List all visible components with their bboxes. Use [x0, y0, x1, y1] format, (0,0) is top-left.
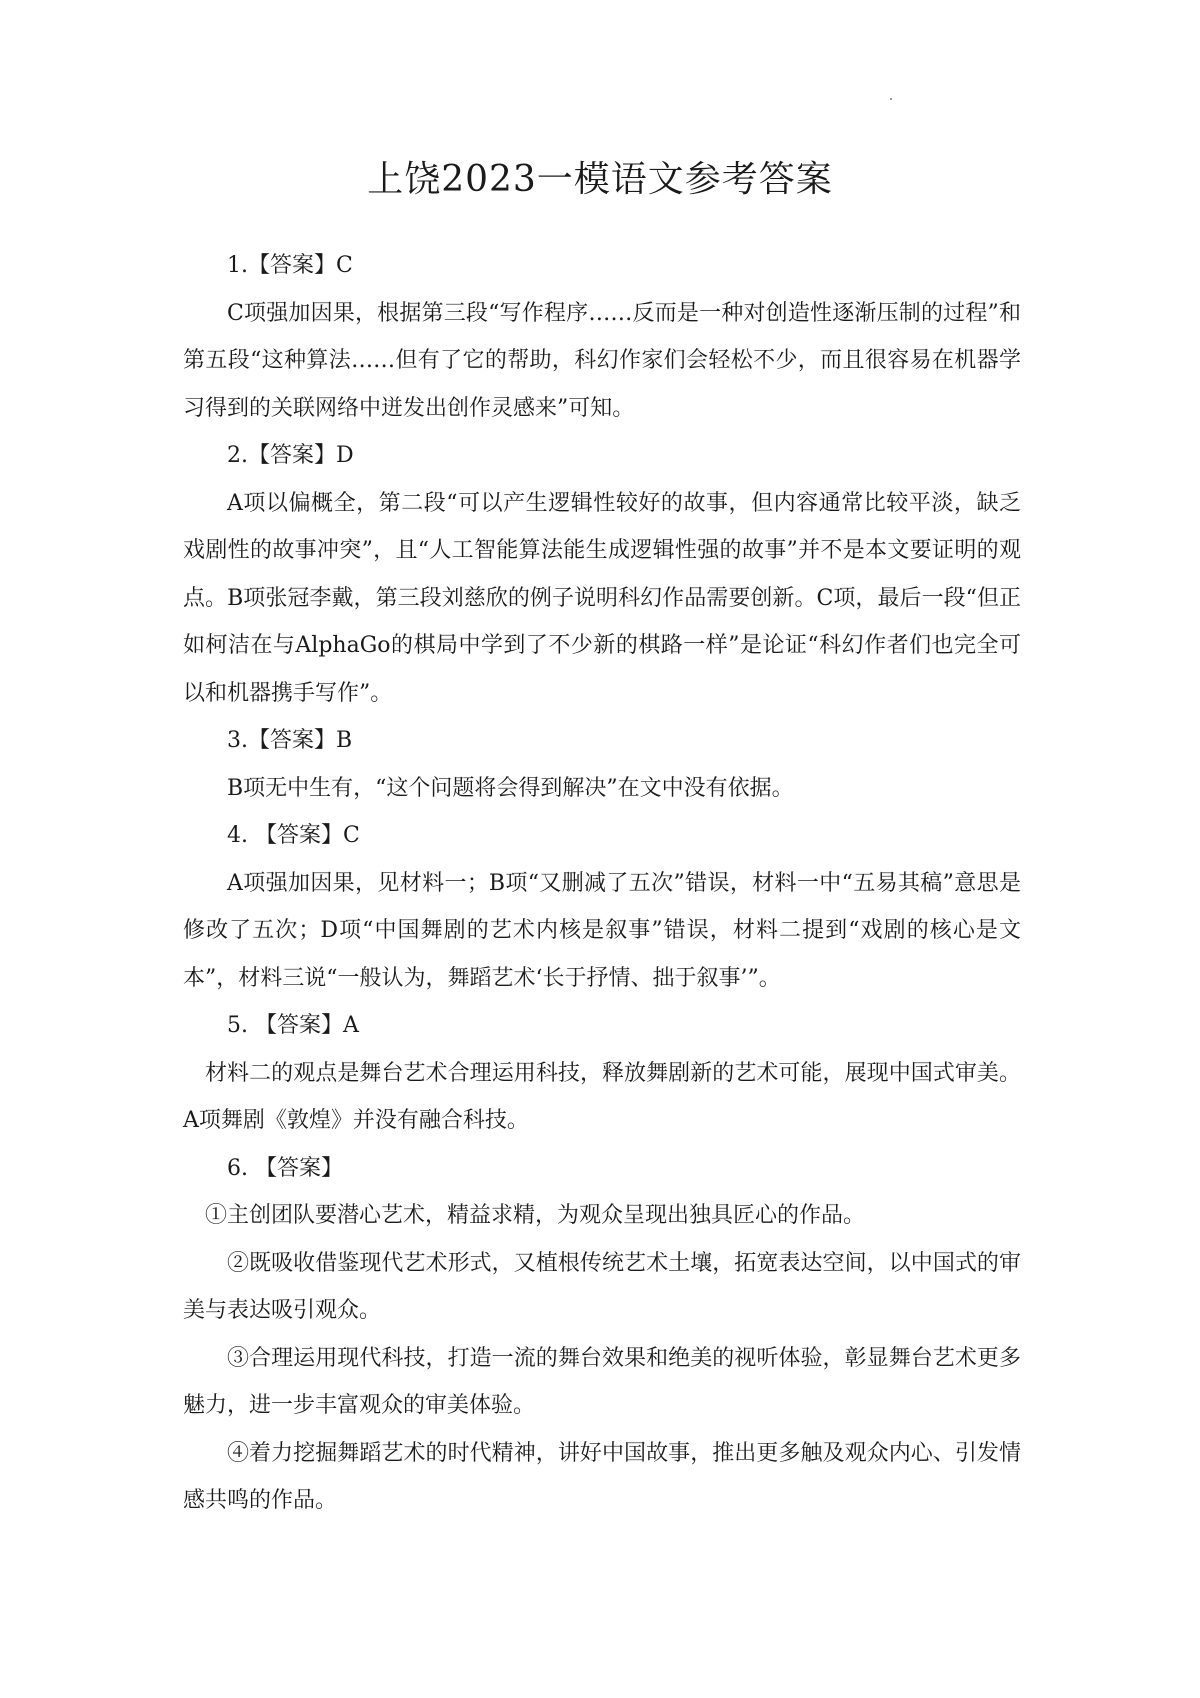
answer-content [183, 242, 1021, 1525]
answer-1-heading: 1.【答案】C [227, 253, 353, 278]
answer-5-heading: 5. 【答案】A [227, 1013, 359, 1038]
answer-6-point-1: ①主创团队要潜心艺术，精益求精，为观众呈现出独具匠心的作品。 [205, 1203, 866, 1228]
answer-1-explanation: C项强加因果，根据第三段“写作程序……反而是一种对创造性逐渐压制的过程”和第五段“这种算法……但有了它的帮助，科幻作家们会轻松不少，而且很容易在机器学习得到的关联网络中迸发出创作灵感来”可知。 [183, 300, 1021, 421]
page-title: 上饶2023一模语文参考答案 [367, 159, 833, 200]
scan-dot [890, 98, 892, 100]
answer-6-point-4: ④着力挖掘舞蹈艺术的时代精神，讲好中国故事，推出更多触及观众内心、引发情感共鸣的作品。 [183, 1440, 1021, 1513]
answer-2-explanation: A项以偏概全，第二段“可以产生逻辑性较好的故事，但内容通常比较平淡，缺乏戏剧性的故事冲突”，且“人工智能算法能生成逻辑性强的故事”并不是本文要证明的观点。B项张冠李戴，第三段刘慈欣的例子说明科幻作品需要创新。C项，最后一段“但正如柯洁在与AlphaGo的棋局中学到了不少新的棋路一样”是论证“科幻作者们也完全可以和机器携手写作”。 [183, 490, 1021, 706]
answer-3-heading: 3.【答案】B [227, 728, 353, 753]
answer-6-point-3: ③合理运用现代科技，打造一流的舞台效果和绝美的视听体验，彰显舞台艺术更多魅力，进一步丰富观众的审美体验。 [183, 1345, 1021, 1418]
answer-5-explanation: 材料二的观点是舞台艺术合理运用科技，释放舞剧新的艺术可能，展现中国式审美。A项舞剧《敦煌》并没有融合科技。 [183, 1060, 1021, 1133]
answer-4-heading: 4. 【答案】C [227, 823, 360, 848]
answer-2-heading: 2.【答案】D [227, 443, 354, 468]
answer-4-explanation: A项强加因果，见材料一；B项“又删减了五次”错误，材料一中“五易其稿”意思是修改了五次；D项“中国舞剧的艺术内核是叙事”错误，材料二提到“戏剧的核心是文本”，材料三说“一般认为，舞蹈艺术‘长于抒情、拙于叙事’”。 [183, 870, 1021, 991]
answer-6-heading: 6. 【答案】 [227, 1155, 343, 1181]
answer-6-point-2: ②既吸收借鉴现代艺术形式，又植根传统艺术土壤，拓宽表达空间，以中国式的审美与表达吸引观众。 [183, 1250, 1021, 1323]
answer-3-explanation: B项无中生有，“这个问题将会得到解决”在文中没有依据。 [227, 775, 794, 801]
